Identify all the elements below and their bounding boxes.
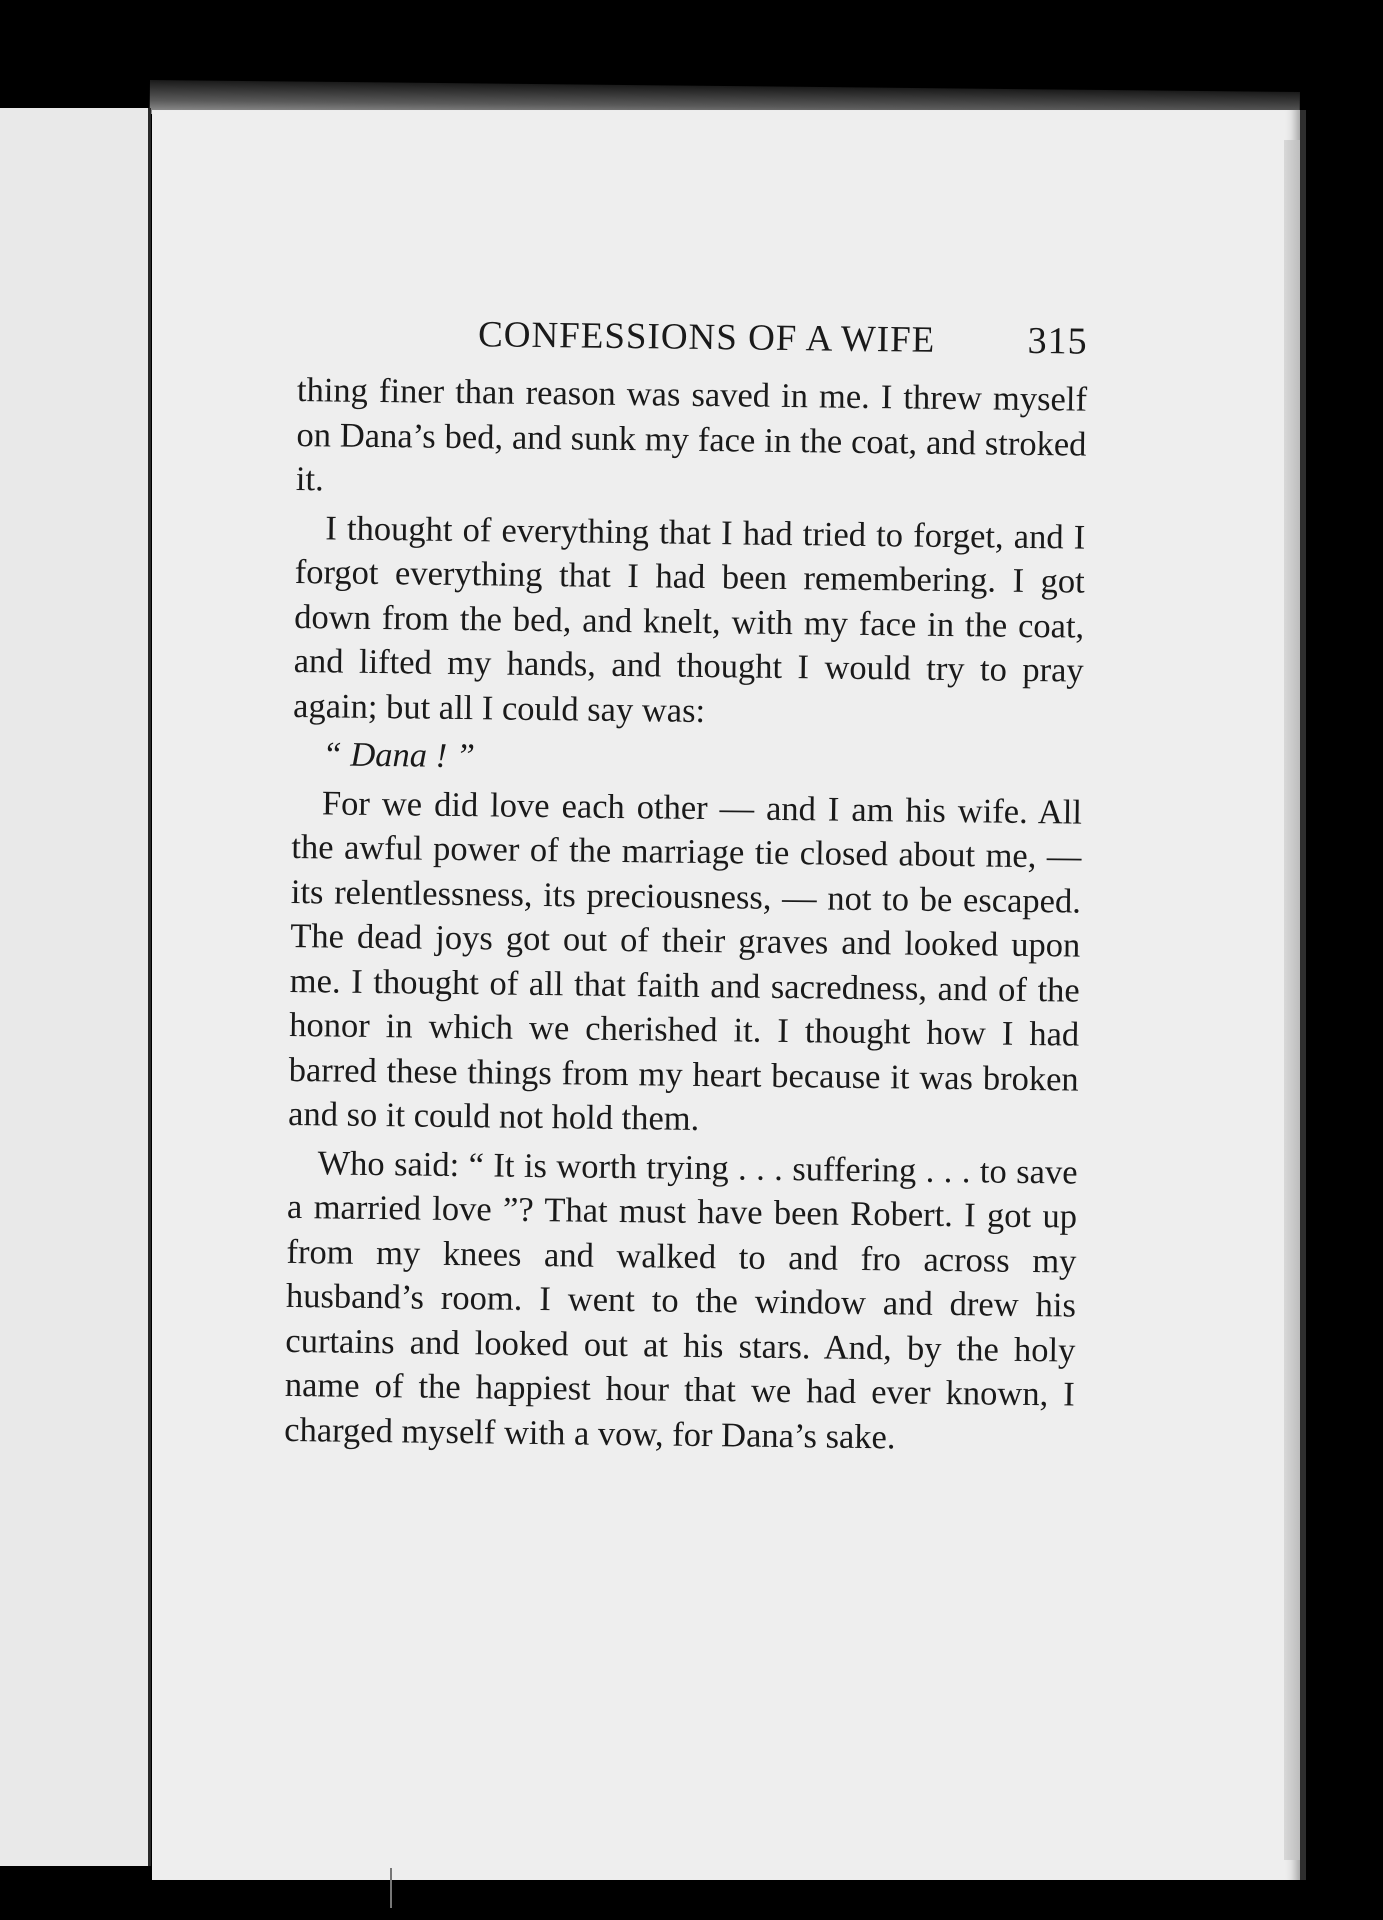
facing-page-edge: [0, 108, 151, 1866]
paragraph-1: thing finer than reason was saved in me. I threw myself on Dana’s bed, and sunk my face in the coat, and stroked it.: [295, 370, 1088, 499]
scan-artifact-line: [390, 1868, 392, 1908]
paragraph-5: Who said: “ It is worth trying . . . suffering . . . to save a married love ”? That must have been Robert. I got up from my knees and walked to and fro across my husband’s room. I went to the window and drew his curtains and looked out at his stars. And, by the holy name of the happiest hour that we had ever known, I charged myself with a vow, for Dana’s sake.: [284, 1143, 1078, 1456]
paragraph-3-dialogue: “ Dana ! ”: [322, 735, 476, 776]
paragraph-2: I thought of everything that I had tried to forget, and I forgot everything that I had been remembering. I got down from the bed, and knelt, with my face in the coat, and lifted my hands, and thought I would try to pray again; but all I could say was:: [292, 508, 1086, 730]
page-edge-shadow: [1284, 140, 1300, 1860]
paragraph-4: For we did love each other — and I am his wife. All the awful power of the marriage tie closed about me, — its relentlessness, its preciousness, — not to be escaped. The dead joys got out of their graves and looked upon me. I thought of all that faith and sacredness, and of the honor in which we cherished it. I thought how I had barred these things from my heart because it was broken and so it could not hold them.: [287, 783, 1083, 1138]
running-head: [297, 310, 1087, 364]
running-title: CONFESSIONS OF A WIFE: [477, 314, 936, 361]
page-number: 315: [1027, 319, 1088, 363]
page-text: [284, 310, 1088, 1466]
